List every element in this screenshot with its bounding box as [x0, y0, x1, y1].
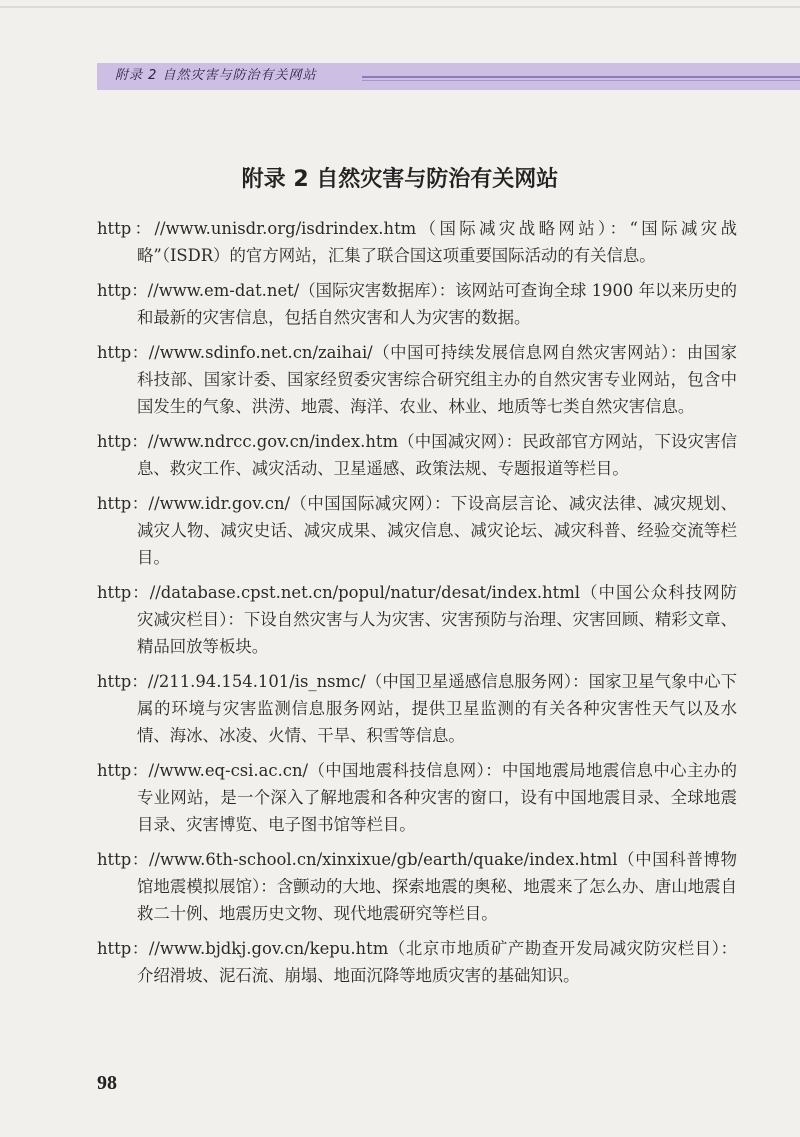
list-item: [97, 579, 737, 660]
entry-text: http：//www.6th-school.cn/xinxixue/gb/earth/quake/index.html（中国科普博物馆地震模拟展馆）：含颤动的大地、探索地震的奥秘、地震来了怎么办、唐山地震自救二十例、地震历史文物、现代地震研究等栏目。: [97, 850, 737, 923]
header-rule: [362, 76, 800, 78]
top-edge-line: [0, 6, 800, 8]
list-item: [97, 215, 737, 269]
list-item: [97, 935, 737, 989]
list-item: [97, 277, 737, 331]
entry-text: http：//www.em-dat.net/（国际灾害数据库）：该网站可查询全球 1900 年以来历史的和最新的灾害信息，包括自然灾害和人为灾害的数据。: [97, 281, 737, 327]
entry-text: http：//www.idr.gov.cn/（中国国际减灾网）：下设高层言论、减灾法律、减灾规划、减灾人物、减灾史话、减灾成果、减灾信息、减灾论坛、减灾科普、经验交流等栏目。: [97, 494, 737, 567]
website-list: [97, 215, 737, 997]
entry-text: http：//211.94.154.101/is_nsmc/（中国卫星遥感信息服务网）：国家卫星气象中心下属的环境与灾害监测信息服务网站，提供卫星监测的有关各种灾害性天气以及水情、海冰、冰凌、火情、干旱、积雪等信息。: [97, 672, 737, 745]
entry-text: http：//www.ndrcc.gov.cn/index.htm（中国减灾网）：民政部官方网站，下设灾害信息、救灾工作、减灾活动、卫星遥感、政策法规、专题报道等栏目。: [97, 432, 737, 478]
entry-text: http：//www.sdinfo.net.cn/zaihai/（中国可持续发展信息网自然灾害网站）：由国家科技部、国家计委、国家经贸委灾害综合研究组主办的自然灾害专业网站，包含中国发生的气象、洪涝、地震、海洋、农业、林业、地质等七类自然灾害信息。: [97, 343, 737, 416]
list-item: [97, 668, 737, 749]
list-item: [97, 757, 737, 838]
header-rule-thin: [362, 80, 800, 81]
entry-text: http：//www.unisdr.org/isdrindex.htm（国际减灾战略网站）：“国际减灾战略”（ISDR）的官方网站，汇集了联合国这项重要国际活动的有关信息。: [97, 219, 737, 265]
list-item: [97, 339, 737, 420]
running-header-title: 附录 2 自然灾害与防治有关网站: [115, 68, 317, 83]
entry-text: http：//www.eq-csi.ac.cn/（中国地震科技信息网）：中国地震局地震信息中心主办的专业网站，是一个深入了解地震和各种灾害的窗口，设有中国地震目录、全球地震目录、灾害博览、电子图书馆等栏目。: [97, 761, 737, 834]
list-item: [97, 490, 737, 571]
list-item: [97, 846, 737, 927]
entry-text: http：//www.bjdkj.gov.cn/kepu.htm（北京市地质矿产勘查开发局减灾防灾栏目）：介绍滑坡、泥石流、崩塌、地面沉降等地质灾害的基础知识。: [97, 939, 737, 985]
list-item: [97, 428, 737, 482]
page-title: 附录 2 自然灾害与防治有关网站: [241, 167, 559, 192]
entry-text: http：//database.cpst.net.cn/popul/natur/desat/index.html（中国公众科技网防灾减灾栏目）：下设自然灾害与人为灾害、灾害预防与治理、灾害回顾、精彩文章、精品回放等板块。: [97, 583, 737, 656]
page-number: 98: [97, 1072, 117, 1094]
